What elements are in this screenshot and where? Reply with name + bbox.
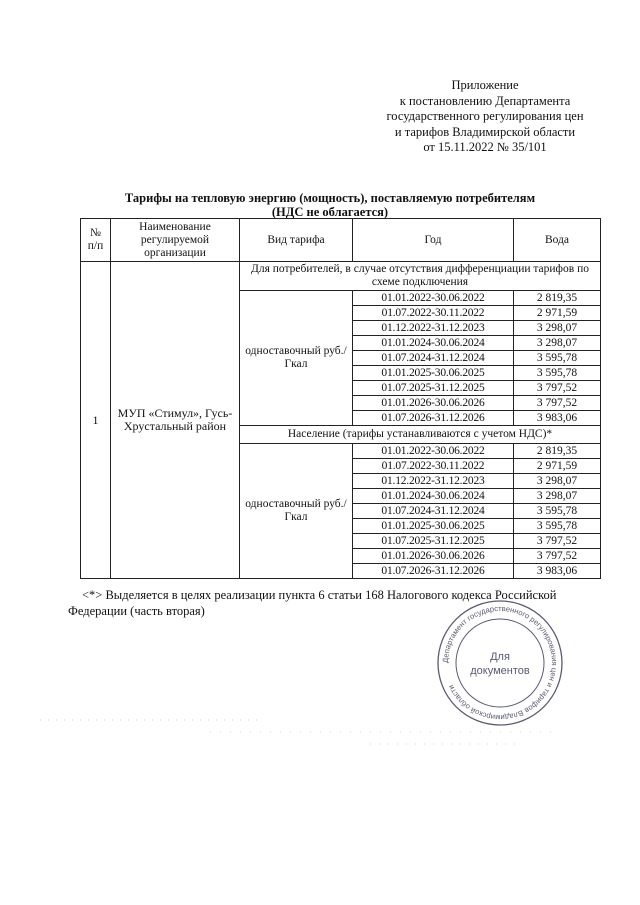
tariff-type: одноставочный руб./Гкал <box>240 291 353 426</box>
period-cell: 01.01.2024-30.06.2024 <box>353 489 514 504</box>
scan-noise <box>40 712 600 752</box>
water-value-cell: 3 797,52 <box>514 534 601 549</box>
document-title <box>60 191 600 219</box>
water-value-cell: 3 797,52 <box>514 549 601 564</box>
water-value-cell: 3 298,07 <box>514 474 601 489</box>
period-cell: 01.07.2025-31.12.2025 <box>353 534 514 549</box>
stamp-center-line: Для <box>490 651 510 663</box>
header-num: № п/п <box>81 219 111 262</box>
period-cell: 01.12.2022-31.12.2023 <box>353 474 514 489</box>
period-cell: 01.07.2026-31.12.2026 <box>353 411 514 426</box>
tariff-table <box>80 218 601 579</box>
title-subline: (НДС не облагается) <box>271 205 389 219</box>
stamp-center-line: документов <box>470 665 530 677</box>
header-organization: Наименование регулируемой организации <box>111 219 240 262</box>
water-value-cell: 3 983,06 <box>514 411 601 426</box>
water-value-cell: 3 595,78 <box>514 366 601 381</box>
stamp-inner-ring <box>456 619 544 707</box>
appendix-header <box>380 78 590 156</box>
water-value-cell: 3 595,78 <box>514 504 601 519</box>
water-value-cell: 3 797,52 <box>514 381 601 396</box>
water-value-cell: 2 819,35 <box>514 444 601 459</box>
period-cell: 01.01.2026-30.06.2026 <box>353 549 514 564</box>
appendix-line: к постановлению Департамента <box>399 93 571 108</box>
organization-name: МУП «Стимул», Гусь-Хрустальный район <box>111 262 240 579</box>
stamp-outer-ring <box>438 601 562 725</box>
appendix-line: и тарифов Владимирской области <box>394 124 576 139</box>
table-header-row <box>81 219 601 262</box>
period-cell: 01.01.2026-30.06.2026 <box>353 396 514 411</box>
water-value-cell: 2 819,35 <box>514 291 601 306</box>
water-value-cell: 3 298,07 <box>514 336 601 351</box>
section-heading-row <box>81 262 601 291</box>
period-cell: 01.07.2024-31.12.2024 <box>353 504 514 519</box>
period-cell: 01.01.2025-30.06.2025 <box>353 519 514 534</box>
appendix-line: Приложение <box>451 78 519 92</box>
water-value-cell: 3 983,06 <box>514 564 601 579</box>
water-value-cell: 2 971,59 <box>514 306 601 321</box>
water-value-cell: 3 298,07 <box>514 321 601 336</box>
water-value-cell: 3 595,78 <box>514 519 601 534</box>
stamp-ring-text: Департамент государственного регулирования цен и тарифов Владимирской области <box>440 603 560 723</box>
section-heading: Для потребителей, в случае отсутствия дифференциации тарифов по схеме подключения <box>240 262 601 291</box>
period-cell: 01.07.2026-31.12.2026 <box>353 564 514 579</box>
period-cell: 01.01.2022-30.06.2022 <box>353 291 514 306</box>
water-value-cell: 3 595,78 <box>514 351 601 366</box>
period-cell: 01.07.2022-30.11.2022 <box>353 459 514 474</box>
period-cell: 01.07.2024-31.12.2024 <box>353 351 514 366</box>
title-line: Тарифы на тепловую энергию (мощность), поставляемую потребителям <box>124 191 536 205</box>
period-cell: 01.12.2022-31.12.2023 <box>353 321 514 336</box>
water-value-cell: 3 797,52 <box>514 396 601 411</box>
appendix-line: государственного регулирования цен <box>386 109 584 123</box>
water-value-cell: 2 971,59 <box>514 459 601 474</box>
period-cell: 01.01.2024-30.06.2024 <box>353 336 514 351</box>
tariff-type: одноставочный руб./Гкал <box>240 444 353 579</box>
footnote: <*> Выделяется в целях реализации пункта 6 статьи 168 Налогового кодекса Российской Федерации (часть вторая) <box>68 588 557 618</box>
header-water: Вода <box>514 219 601 262</box>
header-year: Год <box>353 219 514 262</box>
row-number: 1 <box>81 262 111 579</box>
period-cell: 01.07.2025-31.12.2025 <box>353 381 514 396</box>
period-cell: 01.01.2022-30.06.2022 <box>353 444 514 459</box>
appendix-date-line: от 15.11.2022 № 35/101 <box>423 140 547 154</box>
period-cell: 01.07.2022-30.11.2022 <box>353 306 514 321</box>
period-cell: 01.01.2025-30.06.2025 <box>353 366 514 381</box>
header-tariff-type: Вид тарифа <box>240 219 353 262</box>
section-heading: Население (тарифы устанавливаются с учетом НДС)* <box>240 426 601 444</box>
water-value-cell: 3 298,07 <box>514 489 601 504</box>
document-stamp <box>435 598 565 728</box>
